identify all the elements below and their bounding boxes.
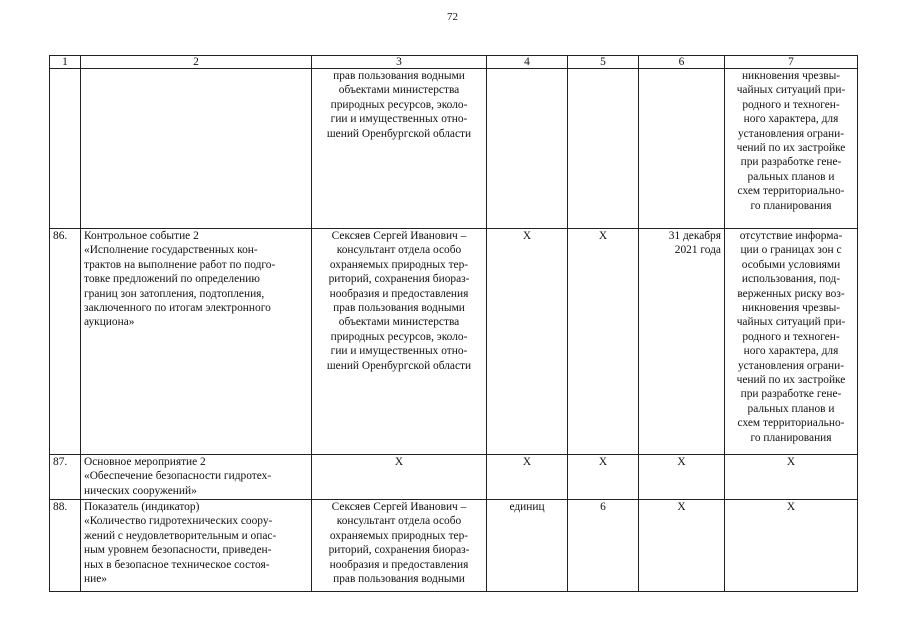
column-header: 7 xyxy=(725,56,858,69)
column-header: 3 xyxy=(312,56,487,69)
value-cell: Х xyxy=(568,229,639,455)
column-header: 4 xyxy=(487,56,568,69)
responsible-cell: Х xyxy=(312,455,487,500)
value-cell xyxy=(568,69,639,229)
column-header: 2 xyxy=(81,56,312,69)
table-row xyxy=(50,229,858,455)
unit-cell: единиц xyxy=(487,500,568,592)
row-number-cell xyxy=(50,69,81,229)
deadline-cell: 31 декабря 2021 года xyxy=(639,229,725,455)
responsible-cell: Сексяев Сергей Иванович – консультант отдела особо охраняемых природных тер- риторий, сохранения биораз- нообразия и предоставления прав пользования водными xyxy=(312,500,487,592)
name-cell: Контрольное событие 2 «Исполнение государственных кон- трактов на выполнение работ по подго- товке предложений по определению границ зон затопления, подтопления, заключенного по итогам электронного аукциона» xyxy=(81,229,312,455)
deadline-cell: Х xyxy=(639,455,725,500)
deadline-cell: Х xyxy=(639,500,725,592)
responsible-cell: Сексяев Сергей Иванович – консультант отдела особо охраняемых природных тер- риторий, сохранения биораз- нообразия и предоставления прав пользования водными объектами министерства природных ресурсов, эколо- гии и имущественных отно- шений Оренбургской области xyxy=(312,229,487,455)
unit-cell xyxy=(487,69,568,229)
table-header-row xyxy=(50,56,858,69)
unit-cell: Х xyxy=(487,455,568,500)
name-cell xyxy=(81,69,312,229)
table-row xyxy=(50,500,858,592)
name-cell: Основное мероприятие 2 «Обеспечение безопасности гидротех- нических сооружений» xyxy=(81,455,312,500)
result-cell: Х xyxy=(725,500,858,592)
result-cell: Х xyxy=(725,455,858,500)
column-header: 6 xyxy=(639,56,725,69)
result-cell: никновения чрезвы- чайных ситуаций при- родного и техноген- ного характера, для установления ограни- чений по их застройке при разработке гене- ральных планов и схем территориально- го планирования xyxy=(725,69,858,229)
deadline-cell xyxy=(639,69,725,229)
column-header: 1 xyxy=(50,56,81,69)
responsible-cell: прав пользования водными объектами министерства природных ресурсов, эколо- гии и имущественных отно- шений Оренбургской области xyxy=(312,69,487,229)
column-header: 5 xyxy=(568,56,639,69)
row-number-cell: 88. xyxy=(50,500,81,592)
row-number-cell: 86. xyxy=(50,229,81,455)
row-number-cell: 87. xyxy=(50,455,81,500)
value-cell: 6 xyxy=(568,500,639,592)
page-number: 72 xyxy=(447,11,458,23)
plan-table xyxy=(49,55,858,592)
unit-cell: Х xyxy=(487,229,568,455)
table-row xyxy=(50,455,858,500)
name-cell: Показатель (индикатор) «Количество гидротехнических соору- жений с неудовлетворительным и опас- ным уровнем безопасности, приведен- ных в безопасное техническое состоя- ние» xyxy=(81,500,312,592)
result-cell: отсутствие информа- ции о границах зон с особыми условиями использования, под- верженных риску воз- никновения чрезвы- чайных ситуаций при- родного и техноген- ного характера, для установления ограни- чений по их застройке при разработке гене- ральных планов и схем территориально- го планирования xyxy=(725,229,858,455)
value-cell: Х xyxy=(568,455,639,500)
table-row xyxy=(50,69,858,229)
